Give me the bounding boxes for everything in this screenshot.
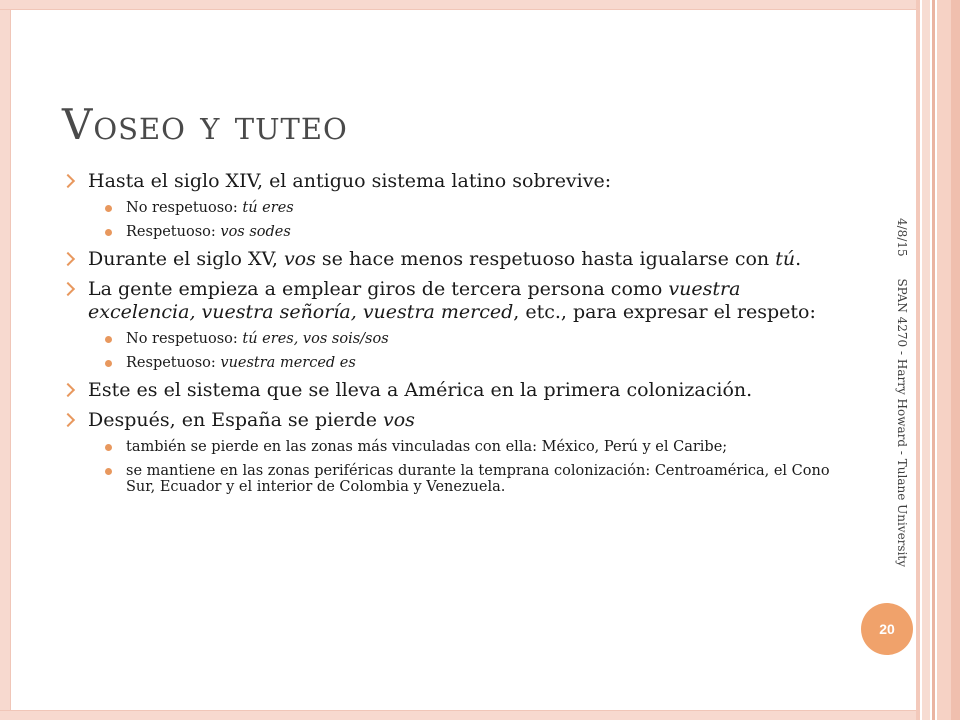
bullet-3: La gente empieza a emplear giros de tercera persona como vuestra excelencia, vuestra señoría, vuestra merced, etc., para expresar el respeto: — [62, 278, 832, 324]
bullet-2: Durante el siglo XV, vos se hace menos respetuoso hasta igualarse con tú. — [62, 248, 832, 271]
slide-date: 4/8/15 — [895, 218, 909, 257]
bullet-4: Este es el sistema que se lleva a América en la primera colonización. — [62, 379, 832, 402]
sub-bullet-3a: No respetuoso: tú eres, vos sois/sos — [62, 331, 832, 347]
right-stripe-3 — [932, 0, 935, 720]
right-stripe-1 — [916, 0, 920, 720]
bottom-frame-border — [0, 710, 920, 720]
arrow-bullet-icon — [61, 174, 75, 188]
sub-bullet-5a: también se pierde en las zonas más vinculadas con ella: México, Perú y el Caribe; — [62, 439, 832, 455]
sub-bullet-1a: No respetuoso: tú eres — [62, 200, 832, 216]
dot-bullet-icon — [105, 336, 112, 343]
slide-title: Voseo y tuteo — [62, 100, 348, 149]
dot-bullet-icon — [105, 229, 112, 236]
arrow-bullet-icon — [61, 383, 75, 397]
bullet-5: Después, en España se pierde vos — [62, 409, 832, 432]
arrow-bullet-icon — [61, 282, 75, 296]
dot-bullet-icon — [105, 468, 112, 475]
sub-bullet-3b: Respetuoso: vuestra merced es — [62, 355, 832, 371]
right-stripe-2 — [922, 0, 930, 720]
right-stripe-4 — [937, 0, 951, 720]
footer-vertical — [895, 218, 909, 567]
left-frame-border — [0, 0, 11, 720]
arrow-bullet-icon — [61, 413, 75, 427]
sub-bullet-1b: Respetuoso: vos sodes — [62, 224, 832, 240]
bullet-1: Hasta el siglo XIV, el antiguo sistema latino sobrevive: — [62, 170, 832, 193]
top-frame-border — [0, 0, 920, 10]
course-info: SPAN 4270 - Harry Howard - Tulane University — [895, 278, 909, 568]
dot-bullet-icon — [105, 444, 112, 451]
page-number-badge: 20 — [861, 603, 913, 655]
right-stripe-5 — [951, 0, 960, 720]
slide-content — [62, 170, 832, 503]
arrow-bullet-icon — [61, 252, 75, 266]
sub-bullet-5b: se mantiene en las zonas periféricas durante la temprana colonización: Centroamérica, el Cono Sur, Ecuador y el interior de Colombia y Venezuela. — [62, 463, 832, 495]
dot-bullet-icon — [105, 360, 112, 367]
dot-bullet-icon — [105, 205, 112, 212]
